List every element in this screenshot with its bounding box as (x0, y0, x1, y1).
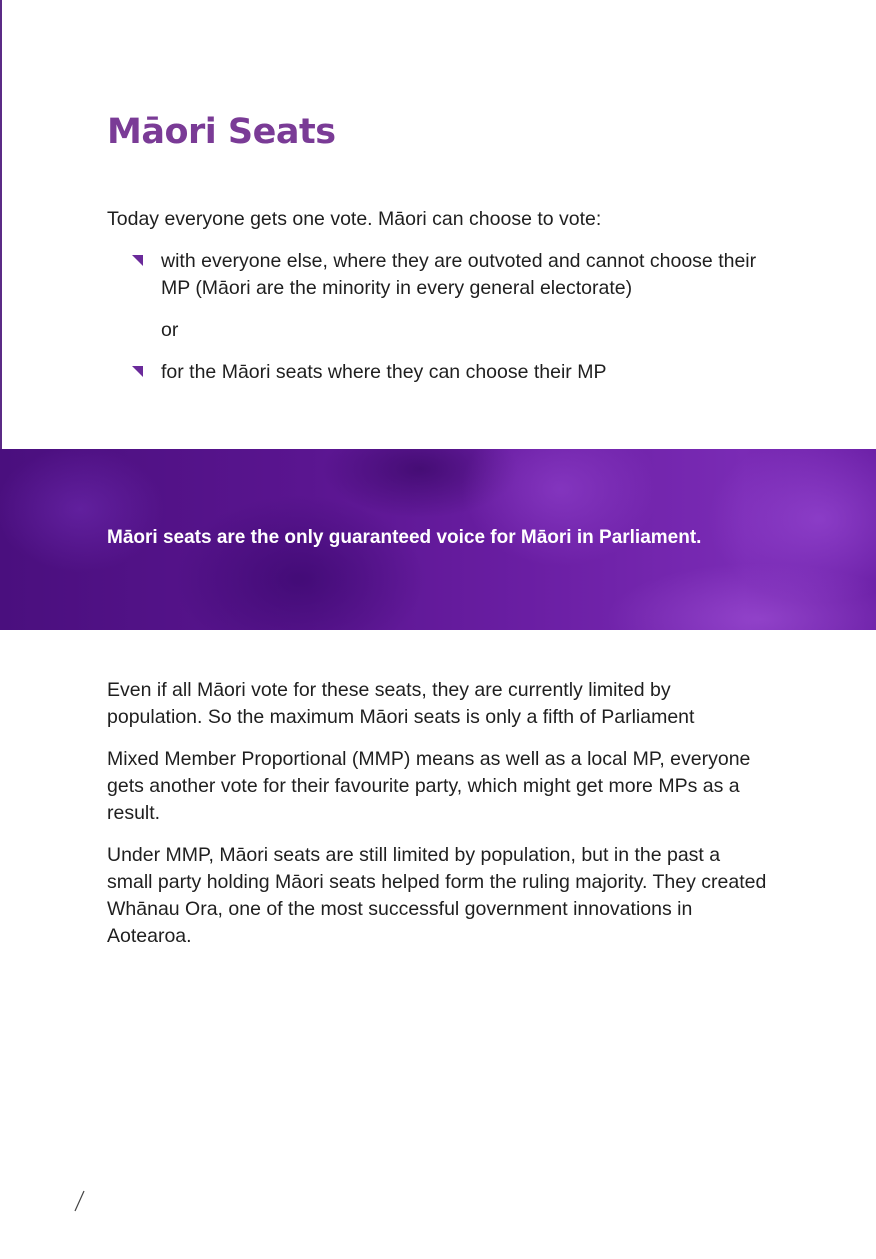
bullet-text: with everyone else, where they are outvoted and cannot choose their MP (Māori are the minority in every general electorate) (161, 250, 757, 299)
callout-text: Māori seats are the only guaranteed voice for Māori in Parliament. (107, 527, 702, 548)
list-item (107, 359, 767, 386)
paragraph: Even if all Māori vote for these seats, they are currently limited by population. So the maximum Māori seats is only a fifth of Parliament (107, 679, 695, 728)
triangle-bullet-icon (132, 255, 143, 266)
callout-banner (0, 449, 876, 630)
page-title: Māori Seats (107, 112, 336, 152)
intro-text: Today everyone gets one vote. Māori can choose to vote: (107, 208, 602, 230)
or-connector: or (161, 319, 179, 341)
slash-mark-icon (73, 1190, 87, 1214)
bullet-text: for the Māori seats where they can choose their MP (161, 361, 607, 383)
paragraph: Under MMP, Māori seats are still limited by population, but in the past a small party holding Māori seats helped form the ruling majority. They created Whānau Ora, one of the most successful government innovations in Aotearoa. (107, 844, 767, 947)
triangle-bullet-icon (132, 366, 143, 377)
body-text (107, 677, 767, 965)
left-accent-rule (0, 0, 2, 449)
list-item (107, 248, 767, 302)
paragraph: Mixed Member Proportional (MMP) means as well as a local MP, everyone gets another vote for their favourite party, which might get more MPs as a result. (107, 748, 751, 824)
vote-options-list (107, 248, 767, 386)
